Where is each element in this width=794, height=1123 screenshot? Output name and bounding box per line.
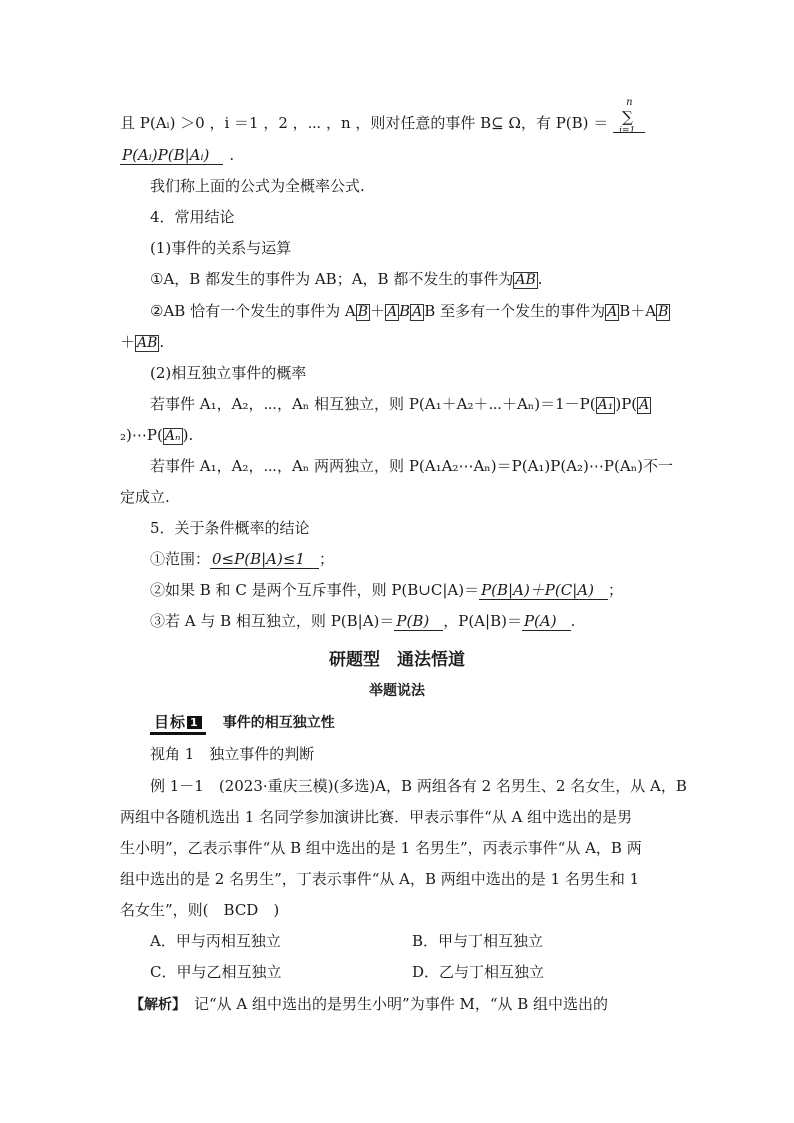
complement-box: A — [639, 397, 650, 413]
option-b: B．甲与丁相互独立 — [412, 932, 544, 950]
answer-blank: P(B|A)＋P(C|A) — [479, 581, 608, 600]
independence-line-1: 若事件 A₁，A₂，⋯，Aₙ 相互独立，则 P(A₁＋A₂＋⋯＋Aₙ)＝1－P( A₁ )P( A — [150, 395, 650, 413]
subsection-1-title: (1)事件的关系与运算 — [150, 239, 292, 257]
complement-box: B — [658, 304, 669, 320]
section-5-title: 5．关于条件概率的结论 — [150, 519, 310, 537]
example-line-5: 名女生”，则( BCD ) — [120, 901, 280, 919]
complement-box: B — [357, 304, 368, 320]
sub-title: 举题说法 — [369, 683, 425, 699]
conditional-range-line: ①范围： 0≤P(B|A)≤1 ； — [150, 550, 334, 568]
complement-box: A — [387, 304, 398, 320]
option-d: D．乙与丁相互独立 — [412, 963, 545, 981]
complement-box: A — [412, 304, 423, 320]
analysis-line: 【解析】 记“从 A 组中选出的是男生小明”为事件 M，“从 B 组中选出的 — [130, 995, 609, 1013]
independence-line-2: ₂)⋯P( Aₙ ). — [120, 426, 194, 444]
conditional-independent-line: ③若 A 与 B 相互独立，则 P(B|A)＝ P(B) ，P(A|B)＝ P(A) . — [150, 612, 576, 630]
option-a: A．甲与丙相互独立 — [150, 932, 281, 950]
answer-blank: P(B) — [394, 612, 443, 631]
total-probability-line-2: P(Aᵢ)P(B|Aᵢ) . — [122, 146, 235, 164]
conclusion-line-2: ②AB 恰有一个发生的事件为 A B ＋ A B A B 至多有一个发生的事件为 A B＋A B — [150, 302, 669, 320]
example-line-1: 例 1－1 (2023·重庆三模)(多选)A，B 两组各有 2 名男生、2 名女生，从 A，B — [150, 777, 687, 795]
goal-title: 事件的相互独立性 — [222, 715, 335, 731]
option-c: C．甲与乙相互独立 — [150, 963, 282, 981]
complement-box: A — [607, 304, 618, 320]
example-line-4: 组中选出的是 2 名男生”，丁表示事件“从 A，B 两组中选出的是 1 名男生和 1 — [120, 870, 640, 888]
conditional-disjoint-line: ②如果 B 和 C 是两个互斥事件，则 P(B∪C|A)＝ P(B|A)＋P(C|A) ； — [150, 581, 623, 599]
goal-badge: 目标 1 — [150, 711, 206, 735]
summation-symbol: n ∑ i=1 — [619, 97, 636, 136]
pairwise-line-2: 定成立. — [120, 488, 170, 506]
view-title: 视角 1 独立事件的判断 — [150, 745, 315, 763]
analysis-label: 【解析】 — [130, 997, 186, 1013]
formula-note: 我们称上面的公式为全概率公式. — [150, 177, 365, 195]
answer-blank: 0≤P(B|A)≤1 — [210, 550, 319, 569]
example-line-3: 生小明”，乙表示事件“从 B 组中选出的是 1 名男生”，丙表示事件“从 A，B 两 — [120, 839, 642, 857]
complement-box: A₁ — [597, 397, 614, 413]
pairwise-line-1: 若事件 A₁，A₂，⋯，Aₙ 两两独立，则 P(A₁A₂⋯Aₙ)＝P(A₁)P(A₂)⋯P(Aₙ)不一 — [150, 457, 674, 475]
subsection-2-title: (2)相互独立事件的概率 — [150, 364, 307, 382]
total-probability-line-1: 且 P(Aᵢ) ＞0 ，i ＝1 ，2 ，⋯ ，n ，则对任意的事件 B⊆ Ω，有 P(B) ＝ n ∑ i=1 — [120, 104, 645, 134]
complement-box: AB — [515, 272, 536, 288]
conclusion-line-3: ＋ AB . — [120, 333, 165, 351]
sum-blank — [613, 97, 645, 136]
example-line-2: 两组中各随机选出 1 名同学参加演讲比赛．甲表示事件“从 A 组中选出的是男 — [120, 808, 633, 826]
section-4-title: 4．常用结论 — [150, 208, 235, 226]
complement-box: AB — [137, 335, 158, 351]
answer-blank: P(Aᵢ)P(B|Aᵢ) — [120, 146, 223, 165]
conclusion-line-1: ①A，B 都发生的事件为 AB；A，B 都不发生的事件为 AB . — [150, 270, 543, 288]
complement-box: Aₙ — [164, 428, 181, 444]
section-title: 研题型 通法悟道 — [329, 650, 465, 670]
answer-blank: P(A) — [522, 612, 571, 631]
goal-heading — [150, 711, 335, 733]
